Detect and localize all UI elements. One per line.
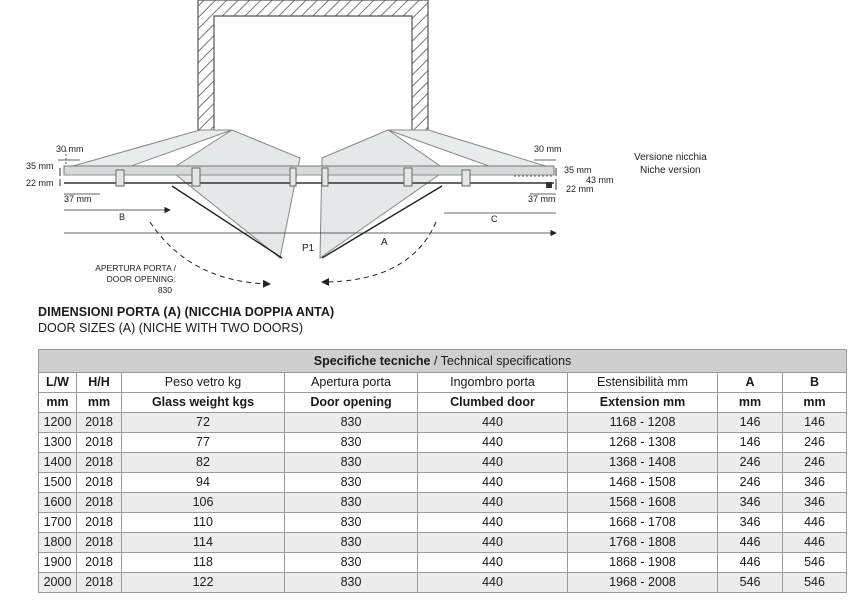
opening-label-line1: APERTURA PORTA / — [95, 263, 176, 273]
cell-col-extension: 1568 - 1608 — [568, 493, 718, 513]
cell-col-height: 2018 — [77, 433, 122, 453]
dim-37mm-right: 37 mm — [528, 194, 556, 204]
cell-col-a: 246 — [718, 453, 783, 473]
cell-col-a: 146 — [718, 433, 783, 453]
cell-col-clumbed-door: 440 — [418, 553, 568, 573]
hinge-mid-right — [404, 168, 412, 186]
cell-col-a: 346 — [718, 513, 783, 533]
cell-col-glass-weight: 122 — [122, 573, 285, 593]
cell-col-width: 1900 — [39, 553, 77, 573]
cell-col-clumbed-door: Clumbed door — [418, 393, 568, 413]
cell-col-door-opening: Apertura porta — [285, 373, 418, 393]
table-row — [39, 513, 847, 533]
cell-col-width: 1400 — [39, 453, 77, 473]
cell-col-glass-weight: 118 — [122, 553, 285, 573]
table-caption — [39, 350, 847, 373]
cell-col-extension: 1668 - 1708 — [568, 513, 718, 533]
cell-col-width: 1600 — [39, 493, 77, 513]
cell-col-b: 546 — [783, 573, 847, 593]
cell-col-glass-weight: 106 — [122, 493, 285, 513]
cell-col-b: 546 — [783, 553, 847, 573]
hinge-center-right — [322, 168, 328, 186]
cell-col-b: 346 — [783, 473, 847, 493]
cell-col-door-opening: 830 — [285, 413, 418, 433]
opening-label-line2: DOOR OPENING: — [106, 274, 176, 284]
cell-col-door-opening: 830 — [285, 473, 418, 493]
cell-col-b: 246 — [783, 453, 847, 473]
caption-italian: Specifiche tecniche — [313, 354, 431, 368]
cell-col-a: 546 — [718, 573, 783, 593]
cell-col-door-opening: 830 — [285, 533, 418, 553]
cell-col-extension: Estensibilità mm — [568, 373, 718, 393]
cell-col-height: 2018 — [77, 413, 122, 433]
caption-english: Technical specifications — [440, 354, 572, 368]
hinge-mid-left — [192, 168, 200, 186]
dim-37mm-left: 37 mm — [64, 194, 92, 204]
cell-col-door-opening: 830 — [285, 573, 418, 593]
table-body — [39, 413, 847, 593]
dim-22mm-left: 22 mm — [26, 178, 54, 188]
cell-col-height: 2018 — [77, 453, 122, 473]
niche-wall — [198, 0, 428, 132]
cell-col-extension: 1868 - 1908 — [568, 553, 718, 573]
cell-col-height: H/H — [77, 373, 122, 393]
title-italian: DIMENSIONI PORTA (A) (NICCHIA DOPPIA ANTA) — [38, 305, 335, 319]
cell-col-glass-weight: 77 — [122, 433, 285, 453]
cell-col-clumbed-door: 440 — [418, 493, 568, 513]
label-b: B — [119, 212, 126, 222]
cell-col-a: 146 — [718, 413, 783, 433]
cell-col-width: 2000 — [39, 573, 77, 593]
cell-col-clumbed-door: 440 — [418, 573, 568, 593]
table-row — [39, 453, 847, 473]
cell-col-a: 446 — [718, 553, 783, 573]
version-label-it: Versione nicchia — [634, 152, 707, 163]
cell-col-height: 2018 — [77, 493, 122, 513]
cell-col-extension: 1168 - 1208 — [568, 413, 718, 433]
cell-col-height: mm — [77, 393, 122, 413]
cell-col-clumbed-door: 440 — [418, 413, 568, 433]
label-a: A — [381, 237, 388, 248]
table-row — [39, 433, 847, 453]
cell-col-b: 446 — [783, 513, 847, 533]
cell-col-width: L/W — [39, 373, 77, 393]
cell-col-door-opening: 830 — [285, 553, 418, 573]
cell-col-door-opening: 830 — [285, 493, 418, 513]
cell-col-height: 2018 — [77, 573, 122, 593]
spec-table — [38, 349, 847, 593]
cell-col-clumbed-door: Ingombro porta — [418, 373, 568, 393]
cell-col-b: B — [783, 373, 847, 393]
table-row — [39, 473, 847, 493]
cell-col-extension: 1268 - 1308 — [568, 433, 718, 453]
title-english: DOOR SIZES (A) (NICHE WITH TWO DOORS) — [38, 321, 304, 335]
table-row — [39, 553, 847, 573]
hinge-center-left — [290, 168, 296, 186]
cell-col-glass-weight: 94 — [122, 473, 285, 493]
table-row — [39, 573, 847, 593]
cell-col-door-opening: 830 — [285, 433, 418, 453]
cell-col-extension: 1468 - 1508 — [568, 473, 718, 493]
header-row-secondary — [39, 393, 847, 413]
glass-panel-left-door — [170, 130, 300, 258]
cell-col-width: 1300 — [39, 433, 77, 453]
cell-col-a: mm — [718, 393, 783, 413]
label-c: C — [491, 214, 498, 224]
caption-separator: / — [430, 354, 441, 368]
cell-col-b: 146 — [783, 413, 847, 433]
cell-col-door-opening: 830 — [285, 453, 418, 473]
table-row — [39, 493, 847, 513]
version-label-en: Niche version — [640, 165, 701, 176]
cell-col-glass-weight: Peso vetro kg — [122, 373, 285, 393]
cell-col-b: 246 — [783, 433, 847, 453]
cell-col-width: 1500 — [39, 473, 77, 493]
cell-col-height: 2018 — [77, 513, 122, 533]
table-row — [39, 533, 847, 553]
label-p1: P1 — [302, 243, 315, 254]
cell-col-width: 1200 — [39, 413, 77, 433]
cell-col-width: 1700 — [39, 513, 77, 533]
cell-col-door-opening: Door opening — [285, 393, 418, 413]
cell-col-clumbed-door: 440 — [418, 453, 568, 473]
dim-22mm-right: 22 mm — [566, 184, 594, 194]
cell-col-extension: 1968 - 2008 — [568, 573, 718, 593]
cell-col-b: mm — [783, 393, 847, 413]
cell-col-height: 2018 — [77, 473, 122, 493]
cell-col-glass-weight: 114 — [122, 533, 285, 553]
cell-col-a: A — [718, 373, 783, 393]
cell-col-b: 346 — [783, 493, 847, 513]
cell-col-glass-weight: 72 — [122, 413, 285, 433]
cell-col-a: 446 — [718, 533, 783, 553]
hinge-right — [462, 170, 470, 186]
cell-col-extension: Extension mm — [568, 393, 718, 413]
dim-43mm-right: 43 mm — [586, 175, 614, 185]
opening-label-line3: 830 — [157, 285, 172, 295]
cell-col-clumbed-door: 440 — [418, 433, 568, 453]
cell-col-clumbed-door: 440 — [418, 473, 568, 493]
table-row — [39, 413, 847, 433]
cell-col-glass-weight: 110 — [122, 513, 285, 533]
cell-col-door-opening: 830 — [285, 513, 418, 533]
cell-col-width: 1800 — [39, 533, 77, 553]
cell-col-height: 2018 — [77, 553, 122, 573]
dim-35mm-left: 35 mm — [26, 161, 54, 171]
hinge-left — [116, 170, 124, 186]
cell-col-clumbed-door: 440 — [418, 513, 568, 533]
cell-col-a: 346 — [718, 493, 783, 513]
cell-col-extension: 1368 - 1408 — [568, 453, 718, 473]
cell-col-glass-weight: 82 — [122, 453, 285, 473]
dim-30mm-right: 30 mm — [534, 144, 562, 154]
cell-col-glass-weight: Glass weight kgs — [122, 393, 285, 413]
cell-col-clumbed-door: 440 — [418, 533, 568, 553]
cell-col-height: 2018 — [77, 533, 122, 553]
profile-bar — [64, 166, 554, 175]
header-row-primary — [39, 373, 847, 393]
dim-35mm-right: 35 mm — [564, 165, 592, 175]
cell-col-b: 446 — [783, 533, 847, 553]
cell-col-extension: 1768 - 1808 — [568, 533, 718, 553]
cell-col-a: 246 — [718, 473, 783, 493]
cell-col-width: mm — [39, 393, 77, 413]
dim-30mm-left: 30 mm — [56, 144, 84, 154]
